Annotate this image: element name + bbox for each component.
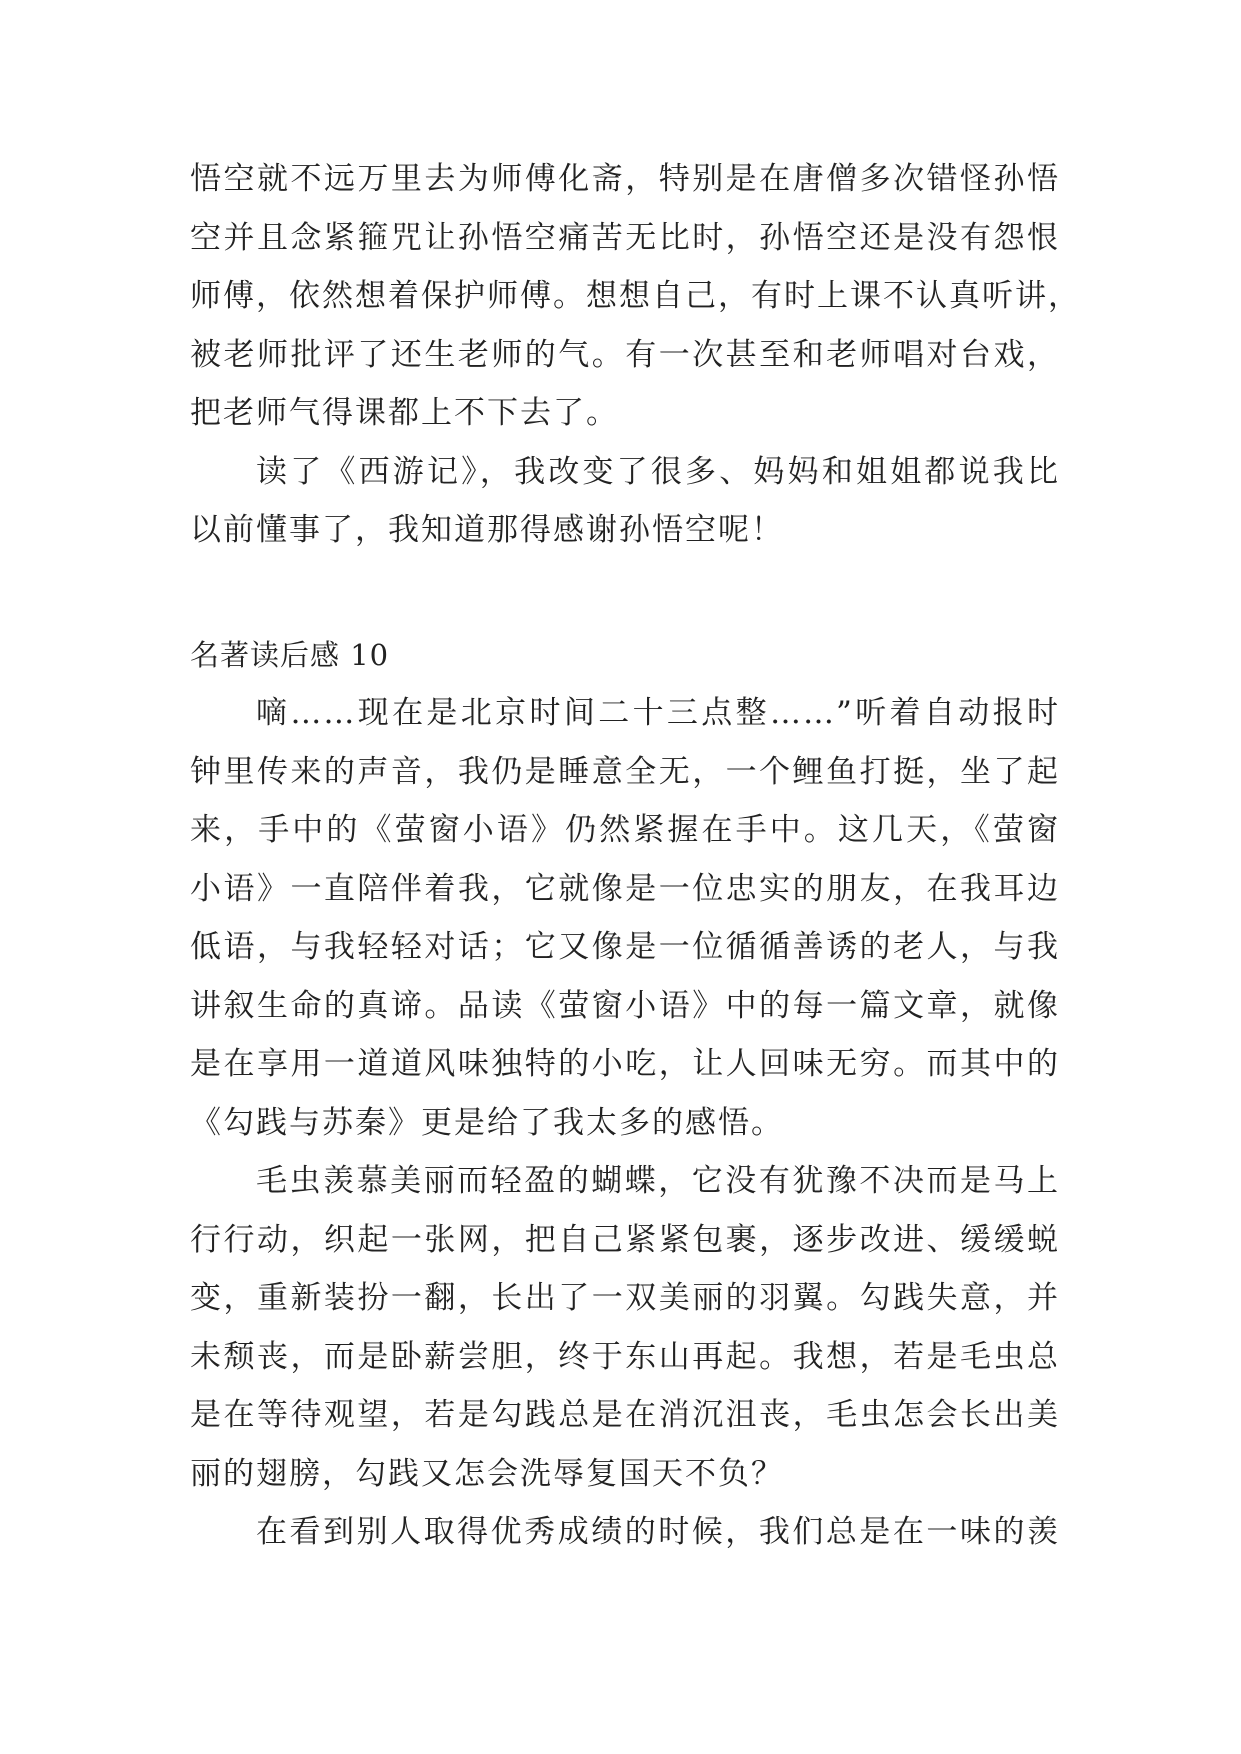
section-heading: 名著读后感 10 <box>190 638 390 672</box>
text-line: 低语，与我轻轻对话；它又像是一位循循善诱的老人，与我 <box>190 929 1060 965</box>
text-line: 丽的翅膀，勾践又怎会洗辱复国天不负？ <box>190 1455 784 1492</box>
text-line: 小语》一直陪伴着我，它就像是一位忠实的朋友，在我耳边 <box>190 870 1060 907</box>
text-line: 毛虫羡慕美丽而轻盈的蝴蝶，它没有犹豫不决而是马上 <box>256 1163 1060 1199</box>
text-line: 变，重新装扮一翻，长出了一双美丽的羽翼。勾践失意，并 <box>190 1280 1060 1316</box>
text-line: 悟空就不远万里去为师傅化斋，特别是在唐僧多次错怪孙悟 <box>190 161 1060 197</box>
text-line: 师傅，依然想着保护师傅。想想自己，有时上课不认真听讲， <box>190 278 1081 314</box>
text-line: 《勾践与苏秦》更是给了我太多的感悟。 <box>190 1104 784 1141</box>
text-line: 空并且念紧箍咒让孙悟空痛苦无比时，孙悟空还是没有怨恨 <box>190 219 1060 256</box>
text-line: 未颓丧，而是卧薪尝胆，终于东山再起。我想，若是毛虫总 <box>190 1338 1060 1375</box>
text-line: 在看到别人取得优秀成绩的时候，我们总是在一味的羡 <box>256 1514 1060 1550</box>
text-line: 把老师气得课都上不下去了。 <box>190 395 619 431</box>
text-line: 读了《西游记》，我改变了很多、妈妈和姐姐都说我比 <box>256 453 1060 490</box>
text-line: 是在享用一道道风味独特的小吃，让人回味无穷。而其中的 <box>190 1046 1060 1082</box>
text-line: 以前懂事了，我知道那得感谢孙悟空呢！ <box>190 512 784 548</box>
text-line: 讲叙生命的真谛。品读《萤窗小语》中的每一篇文章，就像 <box>190 987 1060 1024</box>
text-line: 来，手中的《萤窗小语》仍然紧握在手中。这几天，《萤窗 <box>190 812 1060 848</box>
essay-section-2 <box>190 684 1060 1562</box>
text-line: 是在等待观望，若是勾践总是在消沉沮丧，毛虫怎会长出美 <box>190 1397 1060 1433</box>
essay-section-1 <box>190 150 1081 560</box>
text-line: 被老师批评了还生老师的气。有一次甚至和老师唱对台戏， <box>190 336 1060 373</box>
text-line: 行行动，织起一张网，把自己紧紧包裹，逐步改进、缓缓蜕 <box>190 1221 1060 1258</box>
text-line: 钟里传来的声音，我仍是睡意全无，一个鲤鱼打挺，坐了起 <box>190 753 1060 790</box>
text-line: 嘀……现在是北京时间二十三点整……”听着自动报时 <box>256 695 1060 731</box>
